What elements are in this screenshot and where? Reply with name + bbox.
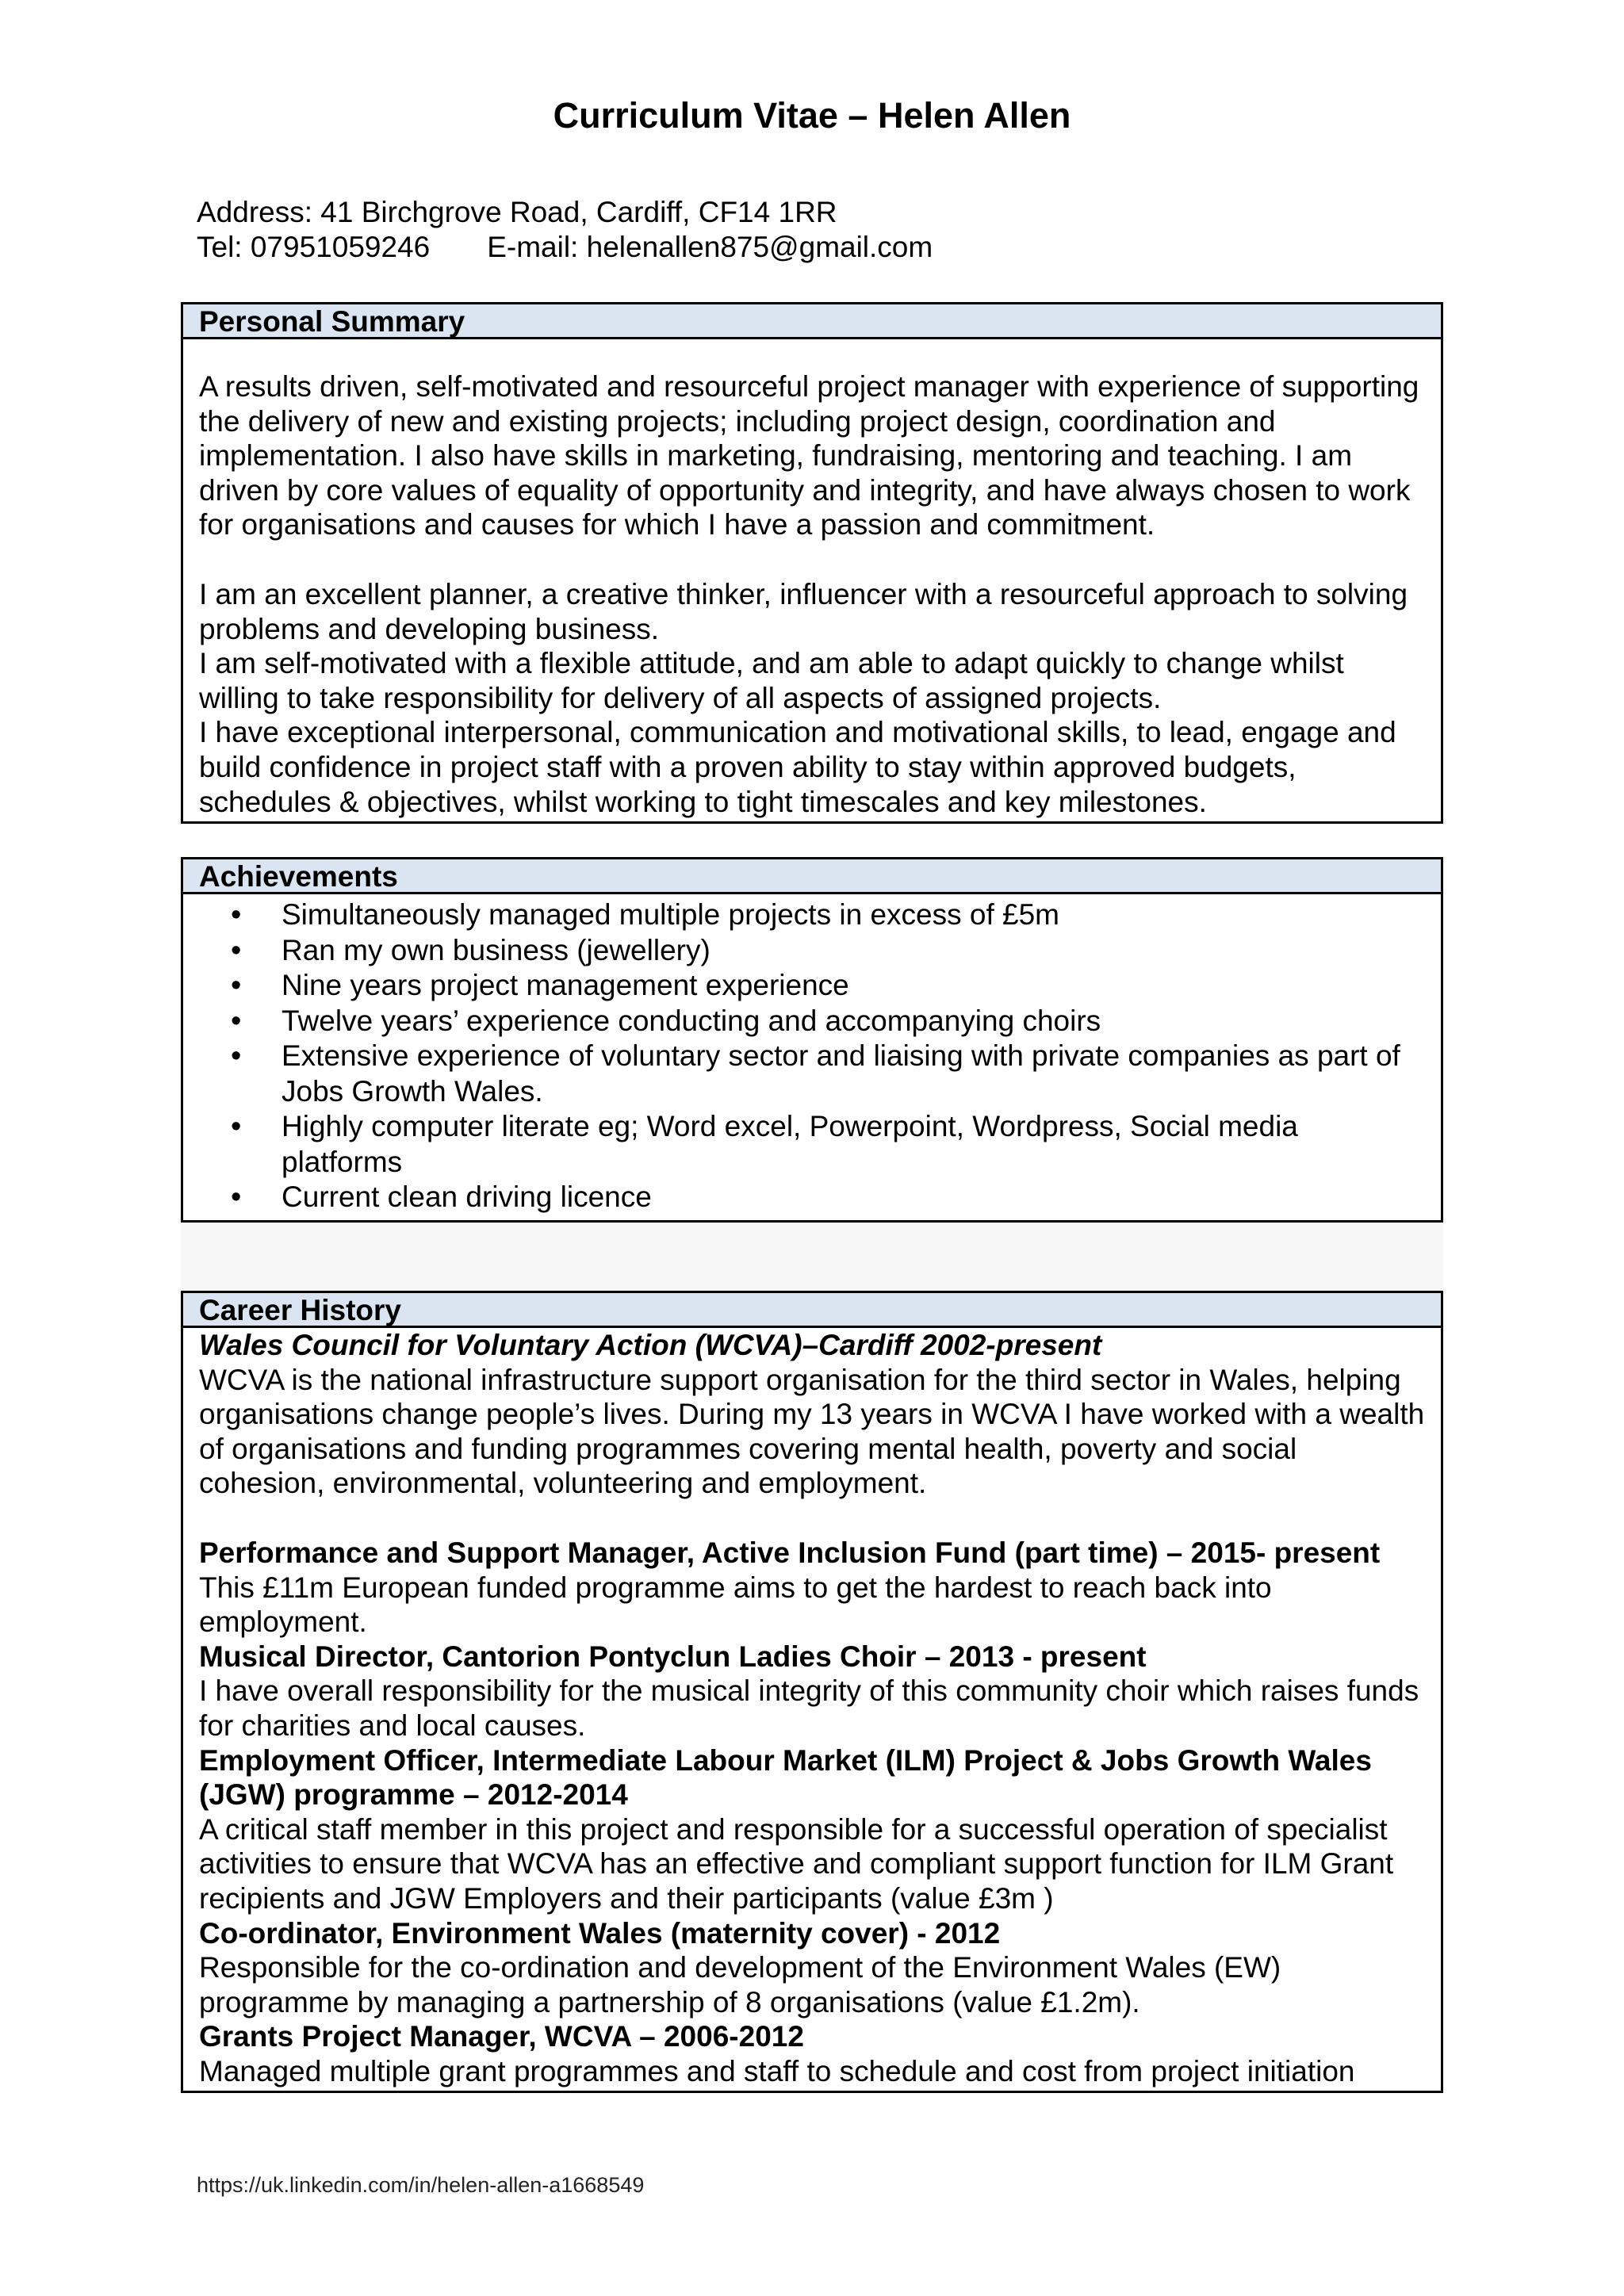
- spacer: [199, 1501, 1425, 1536]
- role-title: Co-ordinator, Environment Wales (maternity cover) - 2012: [199, 1916, 1001, 1950]
- achievements-heading: Achievements: [183, 859, 1441, 894]
- role-title: Employment Officer, Intermediate Labour Market (ILM) Project & Jobs Growth Wales (JGW) programme – 2012-2014: [199, 1743, 1372, 1812]
- summary-paragraph: I am an excellent planner, a creative thinker, influencer with a resourceful approach to solving problems and developing business.: [199, 577, 1408, 645]
- contact-line: [197, 230, 933, 265]
- role-title: Performance and Support Manager, Active Inclusion Fund (part time) – 2015- present: [199, 1536, 1381, 1569]
- summary-paragraph: A results driven, self-motivated and resourceful project manager with experience of supporting the delivery of new and existing projects; including project design, coordination and implementation. I also have skills in marketing, fundraising, mentoring and teaching. I am driven by core values of equality of opportunity and integrity, and have always chosen to work for organisations and causes for which I have a passion and commitment.: [199, 370, 1419, 541]
- role-description: Responsible for the co-ordination and development of the Environment Wales (EW) programme by managing a partnership of 8 organisations (value £1.2m).: [199, 1951, 1281, 2019]
- list-item: • Extensive experience of voluntary sector and liaising with private companies as part of Jobs Growth Wales.: [183, 1039, 1441, 1109]
- achievements-section: [181, 857, 1443, 1223]
- achievements-body: [183, 894, 1441, 1215]
- contact-email: E-mail: helenallen875@gmail.com: [487, 231, 933, 263]
- career-history-section: [181, 1291, 1443, 2093]
- summary-paragraph: I have exceptional interpersonal, communication and motivational skills, to lead, engage and build confidence in project staff with a proven ability to stay within approved budgets, schedules & objectives, whilst working to tight timescales and key milestones.: [199, 716, 1396, 818]
- role-description: Managed multiple grant programmes and staff to schedule and cost from project initiation: [199, 2054, 1355, 2087]
- contact-address: Address: 41 Birchgrove Road, Cardiff, CF14 1RR: [197, 196, 837, 228]
- personal-summary-heading: Personal Summary: [183, 304, 1441, 339]
- section-spacer: [181, 1223, 1443, 1292]
- list-item: • Highly computer literate eg; Word excel, Powerpoint, Wordpress, Social media platforms: [183, 1109, 1441, 1180]
- role-description: This £11m European funded programme aims to get the hardest to reach back into employment.: [199, 1571, 1272, 1639]
- employer-description: WCVA is the national infrastructure support organisation for the third sector in Wales, helping organisations change people’s lives. During my 13 years in WCVA I have worked with a wealth of organisations and funding programmes covering mental health, poverty and social cohesion, environmental, volunteering and employment.: [199, 1363, 1425, 1500]
- list-item: • Twelve years’ experience conducting and accompanying choirs: [183, 1004, 1441, 1039]
- career-history-body: [183, 1328, 1441, 2088]
- list-item: • Simultaneously managed multiple projects in excess of £5m: [183, 897, 1441, 933]
- role-title: Musical Director, Cantorion Pontyclun Ladies Choir – 2013 - present: [199, 1640, 1147, 1673]
- personal-summary-section: [181, 302, 1443, 824]
- employer-title: Wales Council for Voluntary Action (WCVA)–Cardiff 2002-present: [199, 1329, 1102, 1361]
- achievements-list: [183, 894, 1441, 1215]
- career-history-heading: Career History: [183, 1293, 1441, 1328]
- page-title: Curriculum Vitae – Helen Allen: [553, 95, 1071, 136]
- role-title: Grants Project Manager, WCVA – 2006-2012: [199, 2020, 804, 2053]
- contact-tel: Tel: 07951059246: [197, 231, 431, 263]
- role-description: A critical staff member in this project and responsible for a successful operation of specialist activities to ensure that WCVA has an effective and compliant support function for ILM Grant recipients and JGW Employers and their participants (value £3m ): [199, 1812, 1394, 1915]
- list-item: • Ran my own business (jewellery): [183, 933, 1441, 969]
- summary-paragraph: I am self-motivated with a flexible attitude, and am able to adapt quickly to change whilst willing to take responsibility for delivery of all aspects of assigned projects.: [199, 647, 1344, 714]
- list-item: • Current clean driving licence: [183, 1180, 1441, 1215]
- linkedin-url: https://uk.linkedin.com/in/helen-allen-a1668549: [197, 2173, 645, 2197]
- personal-summary-body: [183, 339, 1441, 819]
- list-item: • Nine years project management experience: [183, 968, 1441, 1004]
- role-description: I have overall responsibility for the musical integrity of this community choir which raises funds for charities and local causes.: [199, 1674, 1419, 1742]
